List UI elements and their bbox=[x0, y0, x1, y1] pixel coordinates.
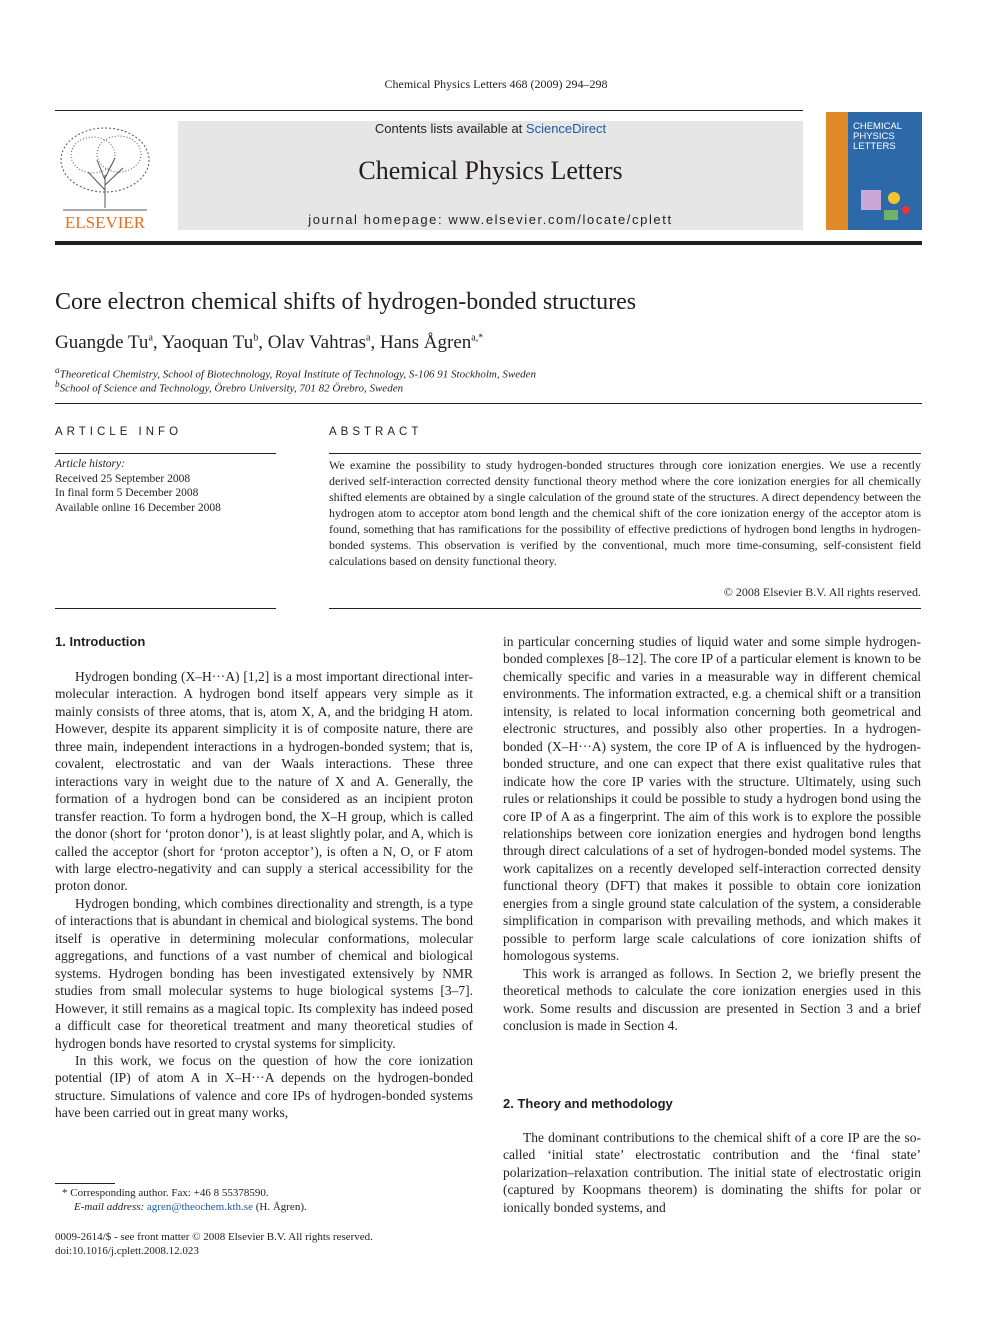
issn-line: 0009-2614/$ - see front matter © 2008 Elsevier B.V. All rights reserved. bbox=[55, 1231, 373, 1243]
history-received: Received 25 September 2008 bbox=[55, 472, 191, 485]
affiliation-b: $^b$School of Science and Technology, Örebro University, 701 82 Örebro, Sweden bbox=[55, 379, 404, 395]
left-column bbox=[55, 668, 473, 1122]
journal-homepage[interactable]: journal homepage: www.elsevier.com/locate/cplett bbox=[308, 212, 673, 227]
author-list: Guangde Tu$^a$, Yaoquan Tu$^b$, Olav Vahtras$^a$, Hans Ågren$^{a,*}$ bbox=[55, 332, 484, 353]
elsevier-logo bbox=[53, 120, 157, 232]
author-name: Yaoquan Tu bbox=[161, 332, 254, 353]
affiliation-a: $^a$Theoretical Chemistry, School of Biotechnology, Royal Institute of Technology, S-106 91 Stockholm, Sweden bbox=[55, 365, 536, 381]
abstract-text: We examine the possibility to study hydrogen-bonded structures through core ionization energies. We use a recently derived self-interaction corrected density functional theory method where the core ionization energies for all chemically shifted elements are obtained by a single calculation of the ground state of the structures. A direct dependency between the hydrogen atom to acceptor atom bond length and the chemical shift of the core ionization energy of the acceptor atom is found, something that has ramifications for the possibility of effective predictions of hydrogen bond lengths in hydrogen-bonded systems. This observation is verified by the conventional, much more time-consuming, self-consistent field calculations based on density functional theory. bbox=[329, 458, 921, 568]
abstract-heading: ABSTRACT bbox=[329, 426, 423, 438]
affiliation-rule bbox=[55, 403, 922, 404]
author-affil-mark: a bbox=[366, 332, 371, 344]
history-online: Available online 16 December 2008 bbox=[55, 501, 221, 514]
section-2-text bbox=[503, 1129, 921, 1216]
corresponding-author-note: * Corresponding author. Fax: +46 8 55378590. bbox=[62, 1187, 269, 1199]
copyright: © 2008 Elsevier B.V. All rights reserved. bbox=[723, 585, 921, 599]
email-note: E-mail address: agren@theochem.kth.se (H. Ågren). bbox=[74, 1201, 307, 1213]
article-history bbox=[55, 457, 221, 515]
abstract-bottom-rule bbox=[329, 608, 921, 609]
contents-prefix: Contents lists available at bbox=[374, 121, 526, 136]
author-name: Hans Ågren bbox=[380, 332, 472, 353]
journal-title: Chemical Physics Letters bbox=[358, 156, 623, 185]
doi-line[interactable]: doi:10.1016/j.cplett.2008.12.023 bbox=[55, 1245, 199, 1257]
article-info-rule bbox=[55, 453, 276, 454]
journal-cover-image bbox=[826, 112, 922, 230]
article-info-heading: ARTICLE INFO bbox=[55, 426, 183, 438]
author-affil-mark: b bbox=[253, 332, 259, 344]
author-name: Olav Vahtras bbox=[267, 332, 367, 353]
history-final: In final form 5 December 2008 bbox=[55, 487, 199, 499]
paragraph: Hydrogen bonding (X–H···A) [1,2] is a most important directional inter-molecular interaction. A hydrogen bond itself appears very simple as it mainly consists of three atoms, that is, atom X, A, and the bridging H atom. However, despite its apparent simplicity it is of composite nature, there are three main, independent interactions in a hydrogen-bonded system; that is, covalent, electrostatic and van der Waals interactions. These three interactions vary in weight due to the nature of X and A. Generally, the formation of a hydrogen bond can be considered as an incipient proton transfer reaction. To form a hydrogen bond, the X–H group, which is called the donor (short for ‘proton donor’), is at least slightly polar, and A, which is called the acceptor (short for ‘proton acceptor’), is often a N, O, or F atom with large electro-negativity and can supply a sterical accessibility for the proton donor. bbox=[55, 669, 473, 894]
cover-title: CHEMICAL PHYSICS LETTERS bbox=[853, 121, 903, 152]
history-label: Article history: bbox=[55, 458, 125, 470]
article-info-bottom-rule bbox=[55, 608, 276, 609]
author-affil-mark: a,* bbox=[471, 332, 484, 344]
article-title: Core electron chemical shifts of hydrogen-bonded structures bbox=[55, 289, 637, 315]
section-1-heading: 1. Introduction bbox=[55, 634, 146, 649]
author-affil-mark: a bbox=[148, 332, 153, 344]
contents-line bbox=[178, 121, 803, 136]
paragraph: Hydrogen bonding, which combines directionality and strength, is a type of interactions that is abundant in chemical and biological systems. The bond itself is operative in determining molecular conformations, molecular aggregations, and functions of a vast number of chemical and biological systems. Hydrogen bonding has been investigated extensively by NMR studies from small molecular systems to huge biological systems [3–7]. However, it still remains as a magical topic. Its complexity has indeed posed a difficult case for theoretical treatment and many theoretical studies of hydrogen bonds have resorted to crystal systems for simplicity. bbox=[55, 895, 473, 1051]
paragraph: in particular concerning studies of liquid water and some simple hydrogen-bonded complexes [8–12]. The core IP of a particular element is known to be chemically specific and varies in a measurable way in different chemical environments. The information extracted, e.g. a chemical shift or a transition intensity, is related to local information concerning both geometrical and electronic structures, and possibly also other properties. In a hydrogen-bonded (X–H···A) system, the core IP of A is influenced by the hydrogen-bonded structure, and one can expect that there exist qualitative rules that indicate how the core IP varies with the structure. Ultimately, using such rules or relationships it could be possible to study a hydrogen bond using the core IP of A as a fingerprint. The aim of this work is to explore the possible relationships between core ionization energies and hydrogen bond lengths through direct calculations of a set of hydrogen-bonded model systems. The work capitalizes on a recently developed self-interaction corrected density functional theory (DFT) that makes it possible to obtain core ionization energies from a single ground state calculation of the system, a considerable simplification in comparison with prevailing methods, and which makes it possible to perform large scale calculations of core ionization shifts of homologous systems. bbox=[503, 634, 921, 964]
section-2-heading: 2. Theory and methodology bbox=[503, 1096, 673, 1111]
header-thick-rule bbox=[55, 241, 922, 245]
paragraph: In this work, we focus on the question of how the core ionization potential (IP) of atom A in X–H···A depends on the hydrogen-bonded structure. Simulations of valence and core IPs of hydrogen-bonded systems have been carried out in great many works, bbox=[55, 1052, 473, 1121]
running-head: Chemical Physics Letters 468 (2009) 294–298 bbox=[384, 77, 608, 91]
footnote-rule bbox=[55, 1183, 115, 1184]
cover-spine bbox=[826, 112, 848, 230]
header-rule bbox=[55, 110, 803, 111]
email-link[interactable]: agren@theochem.kth.se bbox=[146, 1201, 253, 1213]
paragraph: This work is arranged as follows. In Section 2, we briefly present the theoretical methods to calculate the core ionization energies used in this work. Some results and discussion are presented in Section 3 and a brief conclusion is made in Section 4. bbox=[503, 965, 921, 1033]
right-column bbox=[503, 633, 921, 1034]
cover-illustration bbox=[856, 180, 916, 225]
abstract-rule bbox=[329, 453, 921, 454]
paragraph: The dominant contributions to the chemical shift of a core IP are the so-called ‘initial state’ electrostatic contribution and the ‘final state’ polarization–relaxation contribution. The initial state of electrostatic origin (captured by Koopmans theorem) is dominating the shifts for polar or ionically bonded systems, and bbox=[503, 1130, 921, 1215]
svg-text:ELSEVIER: ELSEVIER bbox=[64, 213, 146, 232]
sciencedirect-link[interactable]: ScienceDirect bbox=[525, 121, 607, 136]
author-name: Guangde Tu bbox=[55, 332, 149, 353]
